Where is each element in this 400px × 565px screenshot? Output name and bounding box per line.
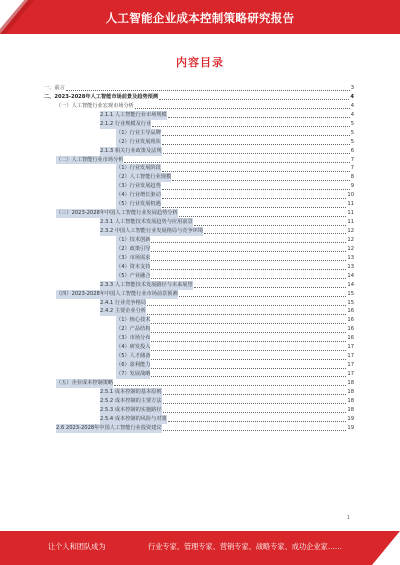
header-banner [0, 0, 400, 34]
toc-entry[interactable] [44, 191, 354, 200]
toc-leader-dots [151, 237, 346, 243]
toc-entry-page: 5 [350, 120, 354, 127]
toc-entry-page: 19 [347, 415, 354, 422]
toc-entry-label: 2.1.3 相关行业政策及法规 [100, 147, 162, 154]
toc-entry[interactable] [44, 406, 354, 415]
toc-entry-page: 19 [347, 424, 354, 431]
toc-entry[interactable] [44, 209, 354, 218]
toc-entry[interactable] [44, 200, 354, 209]
toc-entry-label: 二、2023-2028年人工智能市场前景及趋势预测 [44, 93, 159, 100]
toc-entry[interactable] [44, 156, 354, 165]
toc-entry[interactable] [44, 397, 354, 406]
toc-leader-dots [162, 130, 350, 136]
toc-entry-page: 10 [347, 192, 354, 199]
toc-entry-page: 18 [347, 406, 354, 413]
toc-entry-label: （3）市场需求 [116, 254, 151, 261]
toc-entry[interactable] [44, 138, 354, 147]
toc-entry-label: （5）行业发展机遇 [116, 201, 161, 208]
toc-entry-page: 17 [347, 344, 354, 351]
toc-entry[interactable] [44, 272, 354, 281]
toc-entry[interactable] [44, 299, 354, 308]
toc-entry-page: 4 [350, 93, 354, 100]
toc-leader-dots [159, 94, 349, 100]
toc-entry-label: （1）行业主导品牌 [116, 129, 161, 136]
toc-leader-dots [151, 255, 346, 261]
toc-leader-dots [151, 371, 346, 377]
toc-entry-label: 2.5.1 成本控制的基本原则 [100, 388, 162, 395]
toc-leader-dots [151, 318, 346, 324]
toc-leader-dots [151, 354, 346, 360]
toc-leader-dots [194, 282, 347, 288]
toc-entry-label: （2）产品结构 [116, 326, 151, 333]
toc-entry[interactable] [44, 325, 354, 334]
toc-entry[interactable] [44, 281, 354, 290]
toc-entry[interactable] [44, 182, 354, 191]
toc-entry[interactable] [44, 370, 354, 379]
toc-entry-page: 14 [347, 272, 354, 279]
toc-entry[interactable] [44, 424, 354, 433]
toc-entry[interactable] [44, 379, 354, 388]
toc-entry-page: 11 [347, 201, 354, 208]
toc-entry-label: 2.5.3 成本控制的实施路径 [100, 406, 162, 413]
toc-entry[interactable] [44, 84, 354, 93]
toc-entry-page: 18 [347, 397, 354, 404]
toc-entry[interactable] [44, 361, 354, 370]
toc-leader-dots [172, 175, 350, 181]
toc-leader-dots [162, 184, 350, 190]
toc-entry-label: 2.4.1 行业竞争格局 [100, 299, 146, 306]
toc-entry-label: （2）人工智能行业规模 [116, 174, 172, 181]
toc-leader-dots [151, 327, 346, 333]
toc-entry-page: 12 [347, 236, 354, 243]
toc-leader-dots [151, 345, 346, 351]
toc-entry[interactable] [44, 334, 354, 343]
toc-leader-dots [163, 389, 347, 395]
toc-leader-dots [147, 300, 346, 306]
page-number: 1 [346, 515, 350, 521]
toc-entry-label: 2.3.1 人工智能技术发展趋势与应用前景 [100, 219, 193, 226]
toc-entry[interactable] [44, 290, 354, 299]
toc-leader-dots [151, 363, 346, 369]
toc-entry-page: 12 [347, 245, 354, 252]
toc-leader-dots [162, 202, 347, 208]
toc-entry-label: 2.3.2 中国人工智能行业发展格局与竞争环境 [100, 228, 204, 234]
toc-entry[interactable] [44, 120, 354, 129]
toc-entry-label: 2.6 2023-2028年中国人工智能行业投资建议 [56, 424, 162, 431]
toc-entry-page: 7 [350, 156, 354, 163]
toc-entry-page: 18 [347, 379, 354, 386]
toc-entry-label: （三）2023-2028年中国人工智能行业发展趋势分析 [56, 210, 178, 217]
toc-leader-dots [151, 264, 346, 270]
toc-entry-page: 5 [350, 129, 354, 136]
toc-leader-dots [168, 112, 350, 118]
toc-entry-page: 15 [347, 299, 354, 306]
toc-entry-page: 12 [347, 228, 354, 234]
toc-entry-label: （6）盈利能力 [116, 362, 151, 369]
toc-entry-page: 4 [350, 111, 354, 118]
toc-entry-label: （5）人才储备 [116, 353, 151, 360]
toc-entry-page: 9 [350, 183, 354, 190]
toc-entry[interactable] [44, 388, 354, 397]
footer-banner [0, 531, 400, 565]
toc-entry[interactable] [44, 415, 354, 424]
toc-entry-label: （2）政策引导 [116, 245, 151, 252]
toc-entry-page: 11 [347, 219, 354, 226]
toc-entry[interactable] [44, 129, 354, 138]
toc-entry-label: （五）企业成本控制策略 [56, 379, 114, 386]
toc-entry-label: 2.3.3 人工智能技术发展路径与未来展望 [100, 281, 193, 288]
toc-entry[interactable] [44, 218, 354, 227]
toc-entry[interactable] [44, 343, 354, 352]
toc-entry-label: 2.4.2 主要企业分析 [100, 308, 146, 315]
toc-entry[interactable] [44, 316, 354, 325]
toc-entry-page: 13 [347, 254, 354, 261]
toc-entry[interactable] [44, 147, 354, 156]
toc-entry-page: 13 [347, 263, 354, 270]
table-of-contents [44, 84, 354, 433]
toc-leader-dots [194, 220, 347, 226]
toc-entry-page: 8 [350, 174, 354, 181]
toc-entry[interactable] [44, 173, 354, 182]
toc-entry-page: 4 [350, 102, 354, 109]
toc-entry-label: （1）技术创新 [116, 236, 151, 243]
toc-entry[interactable] [44, 102, 354, 111]
toc-entry-label: （3）市场分布 [116, 335, 151, 342]
toc-entry[interactable] [44, 111, 354, 120]
toc-leader-dots [168, 416, 347, 422]
toc-entry-label: （4）研发投入 [116, 344, 151, 351]
footer-slogan: 让个人和团队成为 [48, 542, 106, 551]
toc-entry-page: 16 [347, 317, 354, 324]
toc-leader-dots [163, 148, 350, 154]
toc-entry-label: （一）人工智能行业宏观市场分析 [56, 102, 134, 109]
toc-entry[interactable] [44, 307, 354, 316]
toc-leader-dots [163, 398, 347, 404]
toc-leader-dots [151, 273, 346, 279]
toc-entry-label: 2.1.2 行业规模及行业 [100, 120, 152, 127]
toc-leader-dots [162, 193, 347, 199]
toc-entry[interactable] [44, 164, 354, 173]
toc-entry-label: （5）产业融合 [116, 272, 151, 279]
toc-entry-label: （3）行业发展趋势 [116, 183, 161, 190]
toc-entry[interactable] [44, 236, 354, 245]
toc-entry-page: 11 [347, 210, 354, 217]
toc-leader-dots [151, 336, 346, 342]
toc-entry-page: 7 [350, 165, 354, 172]
report-title: 人工智能企业成本控制策略研究报告 [105, 11, 295, 25]
toc-leader-dots [66, 85, 350, 91]
toc-entry-page: 17 [347, 371, 354, 377]
toc-entry-page: 17 [347, 353, 354, 360]
toc-entry-label: （7）发展战略 [116, 371, 151, 377]
toc-entry-page: 16 [347, 308, 354, 315]
toc-leader-dots [163, 425, 347, 431]
toc-entry-page: 17 [347, 362, 354, 369]
toc-leader-dots [179, 291, 347, 297]
toc-leader-dots [204, 228, 346, 234]
toc-leader-dots [152, 121, 350, 127]
toc-heading: 内容目录 [176, 56, 224, 69]
toc-entry-label: 2.5.2 成本控制的主要方法 [100, 397, 162, 404]
toc-leader-dots [162, 139, 350, 145]
toc-entry-label: （四）2023-2028年中国人工智能行业市场前景预测 [56, 290, 178, 297]
toc-entry-page: 15 [347, 290, 354, 297]
toc-entry-label: （二）人工智能行业市场分析 [56, 156, 124, 163]
toc-leader-dots [124, 157, 349, 163]
toc-entry-page: 18 [347, 388, 354, 395]
toc-entry-page: 5 [350, 138, 354, 145]
toc-entry-label: 一、前言 [44, 85, 65, 91]
toc-entry[interactable] [44, 254, 354, 263]
toc-entry[interactable] [44, 93, 354, 102]
toc-leader-dots [114, 380, 346, 386]
footer-roles: 行业专家、管理专家、营销专家、战略专家、成功企业家…… [148, 542, 343, 551]
toc-entry[interactable] [44, 352, 354, 361]
footer-decoration [372, 531, 400, 565]
toc-entry-label: （4）行业增长驱动 [116, 192, 161, 199]
toc-entry-label: （4）资本支持 [116, 263, 151, 270]
toc-entry-page: 6 [350, 147, 354, 154]
toc-entry[interactable] [44, 263, 354, 272]
toc-entry-label: （1）核心技术 [116, 317, 151, 324]
toc-leader-dots [163, 407, 347, 413]
toc-entry-page: 16 [347, 326, 354, 333]
toc-entry-label: （1）行业发展阶段 [116, 165, 161, 172]
toc-leader-dots [179, 211, 347, 217]
toc-entry-page: 14 [347, 281, 354, 288]
toc-leader-dots [162, 166, 350, 172]
toc-leader-dots [147, 309, 346, 315]
toc-entry-label: （2）行业发展现状 [116, 138, 161, 145]
toc-entry-page: 16 [347, 335, 354, 342]
toc-leader-dots [151, 246, 346, 252]
toc-entry[interactable] [44, 227, 354, 236]
toc-entry[interactable] [44, 245, 354, 254]
toc-entry-label: 2.1.1 人工智能行业市场规模 [100, 111, 167, 118]
toc-leader-dots [135, 103, 350, 109]
toc-entry-label: 2.5.4 成本控制的风险与对策 [100, 415, 167, 422]
toc-entry-page: 3 [350, 85, 354, 91]
